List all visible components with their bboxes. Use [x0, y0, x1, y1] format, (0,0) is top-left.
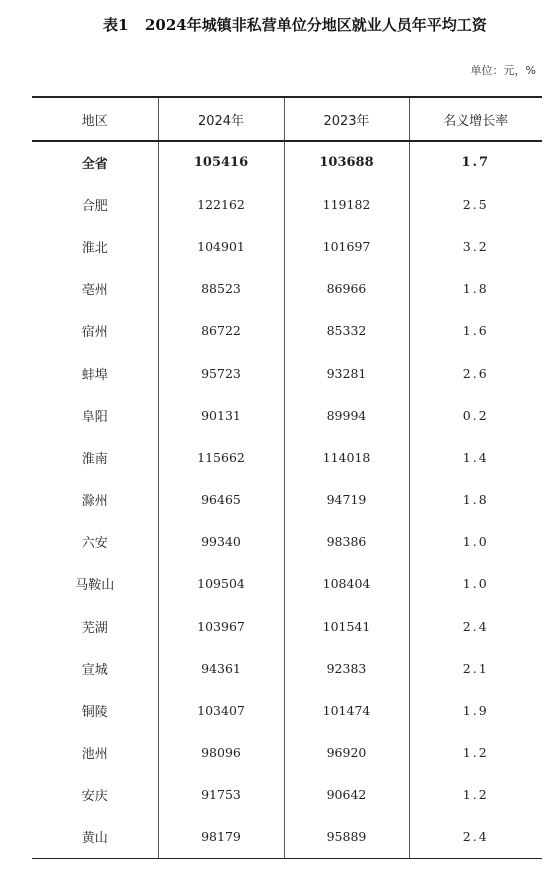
cell-growth-rate: 2.4 — [409, 816, 542, 858]
header-2023: 2023年 — [284, 97, 409, 141]
cell-wage-2024: 91753 — [158, 774, 284, 816]
cell-wage-2024: 98179 — [158, 816, 284, 858]
table-row — [32, 225, 542, 267]
cell-growth-rate: 1.4 — [409, 436, 542, 478]
cell-region: 马鞍山 — [75, 578, 115, 594]
header-region: 地区 — [32, 97, 158, 141]
cell-growth-rate: 0.2 — [409, 394, 542, 436]
cell-wage-2024: 115662 — [158, 436, 284, 478]
cell-growth-rate: 1.8 — [409, 268, 542, 310]
cell-wage-2024: 103967 — [158, 605, 284, 647]
cell-growth-rate: 3.2 — [409, 225, 542, 267]
table-row — [32, 605, 542, 647]
table-row — [32, 310, 542, 352]
table-row — [32, 268, 542, 310]
cell-growth-rate: 2.6 — [409, 352, 542, 394]
cell-wage-2023: 101541 — [284, 605, 409, 647]
cell-region: 六安 — [81, 536, 108, 552]
table-row — [32, 352, 542, 394]
table-row — [32, 479, 542, 521]
table-row — [32, 521, 542, 563]
cell-wage-2023: 96920 — [284, 732, 409, 774]
table-title — [0, 10, 552, 36]
cell-region: 黄山 — [32, 816, 158, 858]
cell-wage-2024: 86722 — [158, 310, 284, 352]
cell-region: 池州 — [81, 747, 108, 763]
cell-growth-rate: 1.9 — [409, 689, 542, 731]
table-body — [32, 141, 542, 858]
wage-table — [32, 96, 542, 859]
cell-wage-2023: 94719 — [284, 479, 409, 521]
cell-wage-2023: 108404 — [284, 563, 409, 605]
cell-wage-2024: 99340 — [158, 521, 284, 563]
cell-region: 铜陵 — [81, 705, 108, 721]
cell-region: 淮南 — [81, 451, 108, 467]
cell-region: 合肥 — [81, 198, 108, 214]
table-row — [32, 689, 542, 731]
cell-growth-rate: 1.6 — [409, 310, 542, 352]
unit-note: 单位：元，% — [470, 64, 536, 77]
header-growth-rate: 名义增长率 — [409, 97, 542, 141]
cell-growth-rate: 1.8 — [409, 479, 542, 521]
table-row — [32, 816, 542, 858]
cell-wage-2024: 94361 — [158, 647, 284, 689]
cell-wage-2024: 90131 — [158, 394, 284, 436]
cell-region: 安庆 — [81, 789, 108, 805]
cell-region: 宿州 — [81, 325, 108, 341]
cell-growth-rate: 1.7 — [409, 141, 542, 183]
cell-region: 蚌埠 — [81, 367, 108, 383]
cell-wage-2023: 95889 — [284, 816, 409, 858]
table-row — [32, 436, 542, 478]
cell-region: 阜阳 — [81, 409, 108, 425]
table-row-total — [32, 141, 542, 183]
cell-region: 宣城 — [81, 662, 108, 678]
cell-wage-2024: 98096 — [158, 732, 284, 774]
header-2024: 2024年 — [158, 97, 284, 141]
cell-region: 全省 — [81, 157, 108, 173]
cell-wage-2024: 96465 — [158, 479, 284, 521]
cell-region: 亳州 — [81, 283, 108, 299]
table-title-text: 2024年城镇非私营单位分地区就业人员年平均工资 — [145, 16, 487, 34]
cell-wage-2024: 95723 — [158, 352, 284, 394]
cell-wage-2024: 103407 — [158, 689, 284, 731]
cell-growth-rate: 2.4 — [409, 605, 542, 647]
cell-wage-2024: 105416 — [158, 141, 284, 183]
cell-wage-2023: 90642 — [284, 774, 409, 816]
cell-wage-2023: 103688 — [284, 141, 409, 183]
table-row — [32, 774, 542, 816]
table-row — [32, 183, 542, 225]
cell-wage-2024: 122162 — [158, 183, 284, 225]
cell-region: 滁州 — [81, 494, 108, 510]
cell-wage-2023: 98386 — [284, 521, 409, 563]
cell-wage-2024: 109504 — [158, 563, 284, 605]
cell-wage-2023: 93281 — [284, 352, 409, 394]
cell-wage-2023: 101697 — [284, 225, 409, 267]
cell-wage-2023: 85332 — [284, 310, 409, 352]
table-row — [32, 394, 542, 436]
cell-wage-2024: 88523 — [158, 268, 284, 310]
cell-growth-rate: 1.2 — [409, 732, 542, 774]
table-number: 表1 — [103, 16, 129, 34]
cell-region: 淮北 — [81, 240, 108, 256]
cell-growth-rate: 1.0 — [409, 563, 542, 605]
cell-wage-2023: 119182 — [284, 183, 409, 225]
cell-growth-rate: 1.2 — [409, 774, 542, 816]
cell-wage-2023: 89994 — [284, 394, 409, 436]
cell-wage-2024: 104901 — [158, 225, 284, 267]
cell-wage-2023: 92383 — [284, 647, 409, 689]
cell-wage-2023: 86966 — [284, 268, 409, 310]
table-row — [32, 732, 542, 774]
cell-wage-2023: 101474 — [284, 689, 409, 731]
cell-region: 芜湖 — [81, 620, 108, 636]
table-row — [32, 563, 542, 605]
cell-growth-rate: 2.1 — [409, 647, 542, 689]
cell-growth-rate: 2.5 — [409, 183, 542, 225]
table-row — [32, 647, 542, 689]
cell-wage-2023: 114018 — [284, 436, 409, 478]
header-row — [32, 97, 542, 141]
cell-growth-rate: 1.0 — [409, 521, 542, 563]
